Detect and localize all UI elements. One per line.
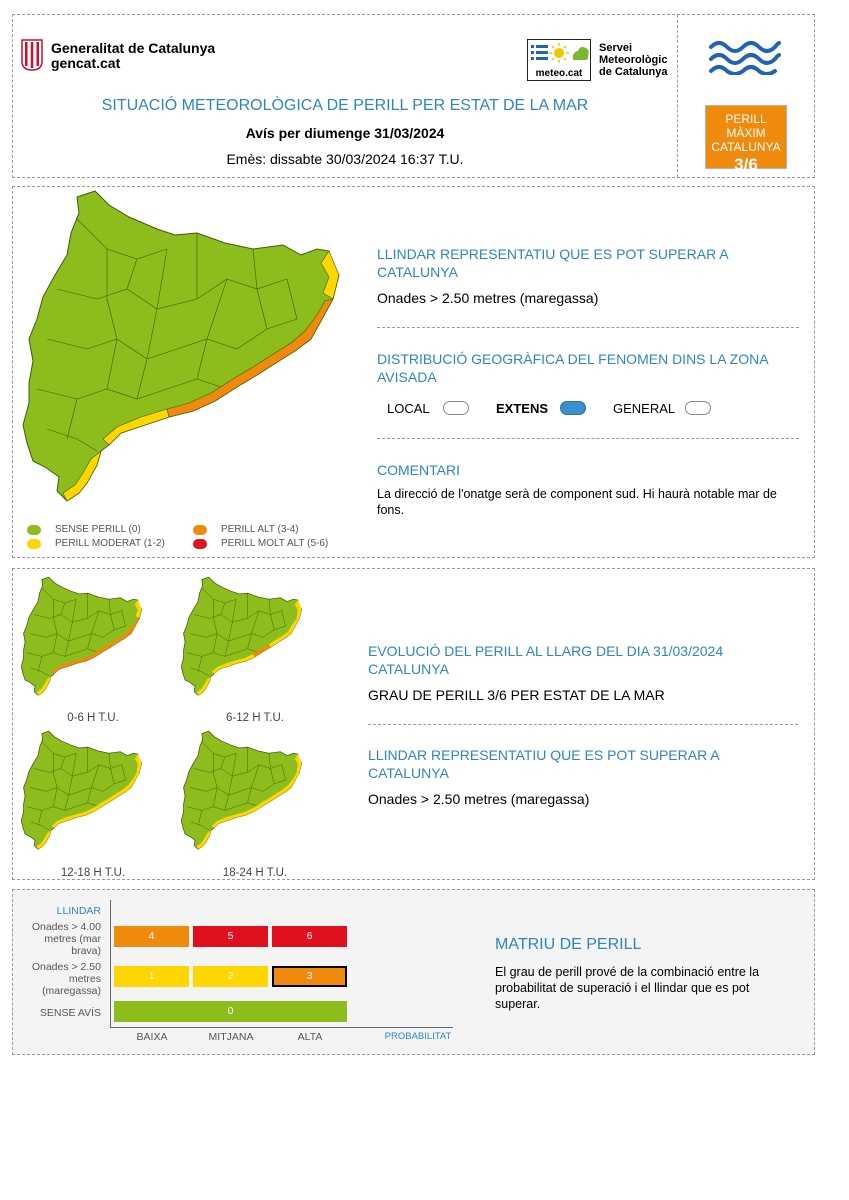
- row-label-mar-brava: Onades > 4.00 metres (mar brava): [31, 921, 101, 957]
- minimap-6-12: [179, 571, 307, 703]
- page-title: SITUACIÓ METEOROLÒGICA DE PERILL PER ESTAT DE LA MAR: [101, 97, 589, 114]
- matrix-cell-1: 1: [114, 966, 189, 987]
- toggle-extens: [560, 401, 586, 415]
- toggle-local: [443, 401, 469, 415]
- y-axis: [110, 900, 111, 1028]
- gencat-domain: gencat.cat: [51, 55, 121, 71]
- distribution-title: DISTRIBUCIÓ GEOGRÀFICA DEL FENOMEN DINS LA ZONA AVISADA: [377, 351, 768, 385]
- matrix-text: El grau de perill prové de la combinació entre la probabilitat de superació i el llindar que es pot superar.: [495, 965, 760, 1011]
- max-danger-value: 3/6: [734, 155, 758, 174]
- warning-summary-panel: [12, 186, 815, 558]
- evolution-text: GRAU DE PERILL 3/6 PER ESTAT DE LA MAR: [368, 687, 665, 703]
- evolution-panel: [12, 568, 815, 880]
- minimap-12-18: [19, 725, 147, 857]
- x-axis-title: PROBABILITAT: [384, 1031, 452, 1042]
- matrix-cell-0: 0: [114, 1001, 347, 1022]
- separator: [377, 327, 799, 328]
- legend-label-perill-molt-alt: PERILL MOLT ALT (5-6): [221, 538, 329, 549]
- danger-matrix-panel: [12, 889, 815, 1055]
- separator: [368, 724, 798, 725]
- evolution-threshold-text: Onades > 2.50 metres (maregassa): [368, 791, 590, 807]
- toggle-general: [685, 401, 711, 415]
- matrix-cell-4: 4: [114, 926, 189, 947]
- x-axis: [110, 1027, 453, 1028]
- issued-time: Emès: dissabte 30/03/2024 16:37 T.U.: [226, 151, 464, 167]
- smc-name: Servei Meteorològic de Catalunya: [599, 42, 668, 78]
- legend-label-perill-alt: PERILL ALT (3-4): [221, 524, 299, 535]
- catalonia-danger-map: [17, 189, 353, 507]
- x-label-alta: ALTA: [297, 1031, 323, 1043]
- comments-title: COMENTARI: [377, 462, 460, 478]
- y-axis-title: LLINDAR: [56, 905, 101, 917]
- option-local-label: LOCAL: [387, 401, 430, 416]
- option-general-label: GENERAL: [613, 401, 676, 416]
- evolution-title: EVOLUCIÓ DEL PERILL AL LLARG DEL DIA 31/03/2024 CATALUNYA: [368, 643, 724, 677]
- warning-date: Avís per diumenge 31/03/2024: [245, 125, 445, 141]
- legend-label-perill-moderat: PERILL MODERAT (1-2): [55, 538, 165, 549]
- meteocat-logo: [527, 39, 591, 81]
- legend-label-sense-perill: SENSE PERILL (0): [55, 524, 141, 535]
- minimap-18-24: [179, 725, 307, 857]
- minimap-0-6: [19, 571, 147, 703]
- option-extens-label: EXTENS: [496, 401, 549, 416]
- row-label-sense-avis: SENSE AVÍS: [39, 1007, 101, 1019]
- minimap-label-0-6: 0-6 H T.U.: [67, 712, 119, 724]
- minimap-label-12-18: 12-18 H T.U.: [60, 867, 126, 879]
- separator: [377, 438, 799, 439]
- header-divider: [677, 15, 678, 177]
- x-label-baixa: BAIXA: [136, 1031, 168, 1043]
- legend-dot-perill-moderat: [27, 539, 41, 549]
- threshold-title: LLINDAR REPRESENTATIU QUE ES POT SUPERAR A CATALUNYA: [377, 246, 728, 280]
- generalitat-name: Generalitat de Catalunya: [51, 40, 216, 56]
- row-label-maregassa: Onades > 2.50 metres (maregassa): [31, 961, 101, 997]
- x-label-mitjana: MITJANA: [208, 1031, 254, 1043]
- matrix-cell-2: 2: [193, 966, 268, 987]
- max-danger-badge: PERILL MÀXIM CATALUNYA 3/6: [705, 105, 787, 169]
- generalitat-logo-icon: [21, 39, 43, 71]
- legend-dot-sense-perill: [27, 525, 41, 535]
- matrix-cell-3-selected: 3: [272, 966, 347, 987]
- sea-waves-icon: [709, 37, 781, 75]
- legend-dot-perill-molt-alt: [193, 539, 207, 549]
- matrix-cell-6: 6: [272, 926, 347, 947]
- meteocat-logo-text: meteo.cat: [535, 68, 583, 79]
- matrix-title: MATRIU DE PERILL: [495, 936, 642, 953]
- threshold-text: Onades > 2.50 metres (maregassa): [377, 290, 599, 306]
- header-panel: [12, 14, 815, 178]
- weather-icons-icon: [528, 40, 590, 66]
- matrix-cell-5: 5: [193, 926, 268, 947]
- minimap-label-6-12: 6-12 H T.U.: [226, 712, 284, 724]
- evolution-threshold-title: LLINDAR REPRESENTATIU QUE ES POT SUPERAR A CATALUNYA: [368, 747, 719, 781]
- comments-text: La direcció de l'onatge serà de component sud. Hi haurà notable mar de fons.: [377, 487, 777, 517]
- legend-dot-perill-alt: [193, 525, 207, 535]
- minimap-label-18-24: 18-24 H T.U.: [222, 867, 288, 879]
